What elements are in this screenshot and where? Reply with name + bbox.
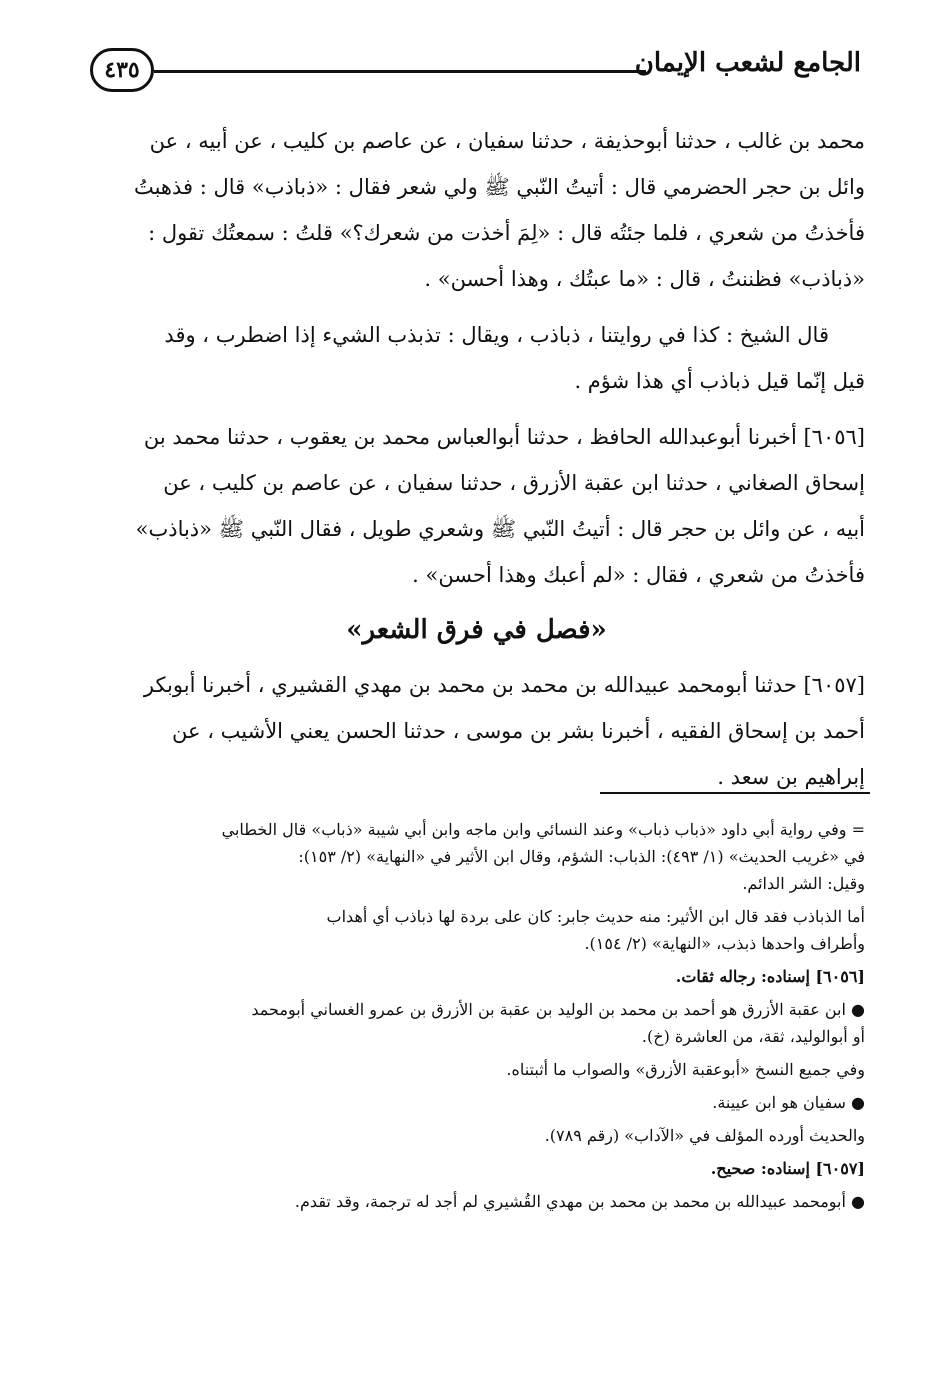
running-title: الجامع لشعب الإيمان xyxy=(634,48,861,78)
text-line: فأخذتُ من شعري ، فقال : «لم أعبك وهذا أحسن» . xyxy=(412,563,865,587)
text-line: قال الشيخ : كذا في روايتنا ، ذباذب ، ويقال : تذبذب الشيء إذا اضطرب ، وقد xyxy=(164,323,829,347)
section-heading: «فصل في فرق الشعر» xyxy=(346,615,607,645)
text-line: [٦٠٥٦] أخبرنا أبوعبدالله الحافظ ، حدثنا أبوالعباس محمد بن يعقوب ، حدثنا محمد بن xyxy=(143,425,865,449)
footnote-line: = وفي رواية أبي داود «ذباب ذباب» وعند النسائي وابن ماجه وابن أبي شيبة «ذباب» قال الخطابي xyxy=(221,820,865,839)
footnote-line: [٦٠٥٧] إسناده: صحيح. xyxy=(710,1159,865,1178)
main-text xyxy=(88,118,865,800)
paragraph-1 xyxy=(88,118,865,302)
footnote-line: أما الذباذب فقد قال ابن الأثير: منه حديث جابر: كان على بردة لها ذباذب أي أهداب xyxy=(326,907,865,926)
footnote-line: أو أبوالوليد، ثقة، من العاشرة (خ). xyxy=(641,1027,865,1046)
footnote-line: وقيل: الشر الدائم. xyxy=(742,874,865,893)
footnote-line: وأطراف واحدها ذبذب، «النهاية» (٢/ ١٥٤). xyxy=(584,934,865,953)
text-line: [٦٠٥٧] حدثنا أبومحمد عبيدالله بن محمد بن محمد بن مهدي القشيري ، أخبرنا أبوبكر xyxy=(143,673,865,697)
header-rule xyxy=(154,70,646,73)
footnote-line: والحديث أورده المؤلف في «الآداب» (رقم ٧٨٩). xyxy=(544,1126,865,1145)
footnote-line: وفي جميع النسخ «أبوعقبة الأزرق» والصواب ما أثبتناه. xyxy=(506,1060,865,1079)
paragraph-2 xyxy=(88,312,865,404)
footnote-line: ● سفيان هو ابن عيينة. xyxy=(712,1093,865,1112)
page-number: ٤٣٥ xyxy=(90,48,154,92)
text-line: إبراهيم بن سعد . xyxy=(717,765,865,789)
footnote-line: ● أبومحمد عبيدالله بن محمد بن محمد بن مهدي القُشيري لم أجد له ترجمة، وقد تقدم. xyxy=(294,1192,865,1211)
text-line: قيل إنّما قيل ذباذب أي هذا شؤم . xyxy=(574,369,865,393)
text-line: فأخذتُ من شعري ، فلما جئتُه قال : «لِمَ أخذت من شعرك؟» قلتُ : سمعتُك تقول : xyxy=(148,221,865,245)
text-line: وائل بن حجر الحضرمي قال : أتيتُ النّبي ﷺ ولي شعر فقال : «ذباذب» قال : فذهبتُ xyxy=(133,175,865,199)
footnote-line: [٦٠٥٦] إسناده: رجاله ثقات. xyxy=(675,967,865,986)
paragraph-3 xyxy=(88,414,865,598)
footnote-line: ● ابن عقبة الأزرق هو أحمد بن محمد بن الوليد بن عقبة بن الأزرق بن عمرو الغساني أبومحمد xyxy=(251,1000,865,1019)
text-line: أبيه ، عن وائل بن حجر قال : أتيتُ النّبي ﷺ وشعري طويل ، فقال النّبي ﷺ «ذباذب» xyxy=(135,517,865,541)
footnotes xyxy=(92,816,865,1215)
page-header xyxy=(90,44,861,100)
text-line: إسحاق الصغاني ، حدثنا ابن عقبة الأزرق ، حدثنا سفيان ، عن عاصم بن كليب ، عن xyxy=(163,471,865,495)
footnote-line: في «غريب الحديث» (١/ ٤٩٣): الذباب: الشؤم، وقال ابن الأثير في «النهاية» (٢/ ١٥٣): xyxy=(298,847,865,866)
text-line: «ذباذب» فظننتُ ، قال : «ما عبتُك ، وهذا أحسن» . xyxy=(424,267,865,291)
footnote-separator xyxy=(600,792,870,794)
paragraph-4 xyxy=(88,662,865,800)
text-line: محمد بن غالب ، حدثنا أبوحذيفة ، حدثنا سفيان ، عن عاصم بن كليب ، عن أبيه ، عن xyxy=(149,129,865,153)
text-line: أحمد بن إسحاق الفقيه ، أخبرنا بشر بن موسى ، حدثنا الحسن يعني الأشيب ، عن xyxy=(172,719,865,743)
